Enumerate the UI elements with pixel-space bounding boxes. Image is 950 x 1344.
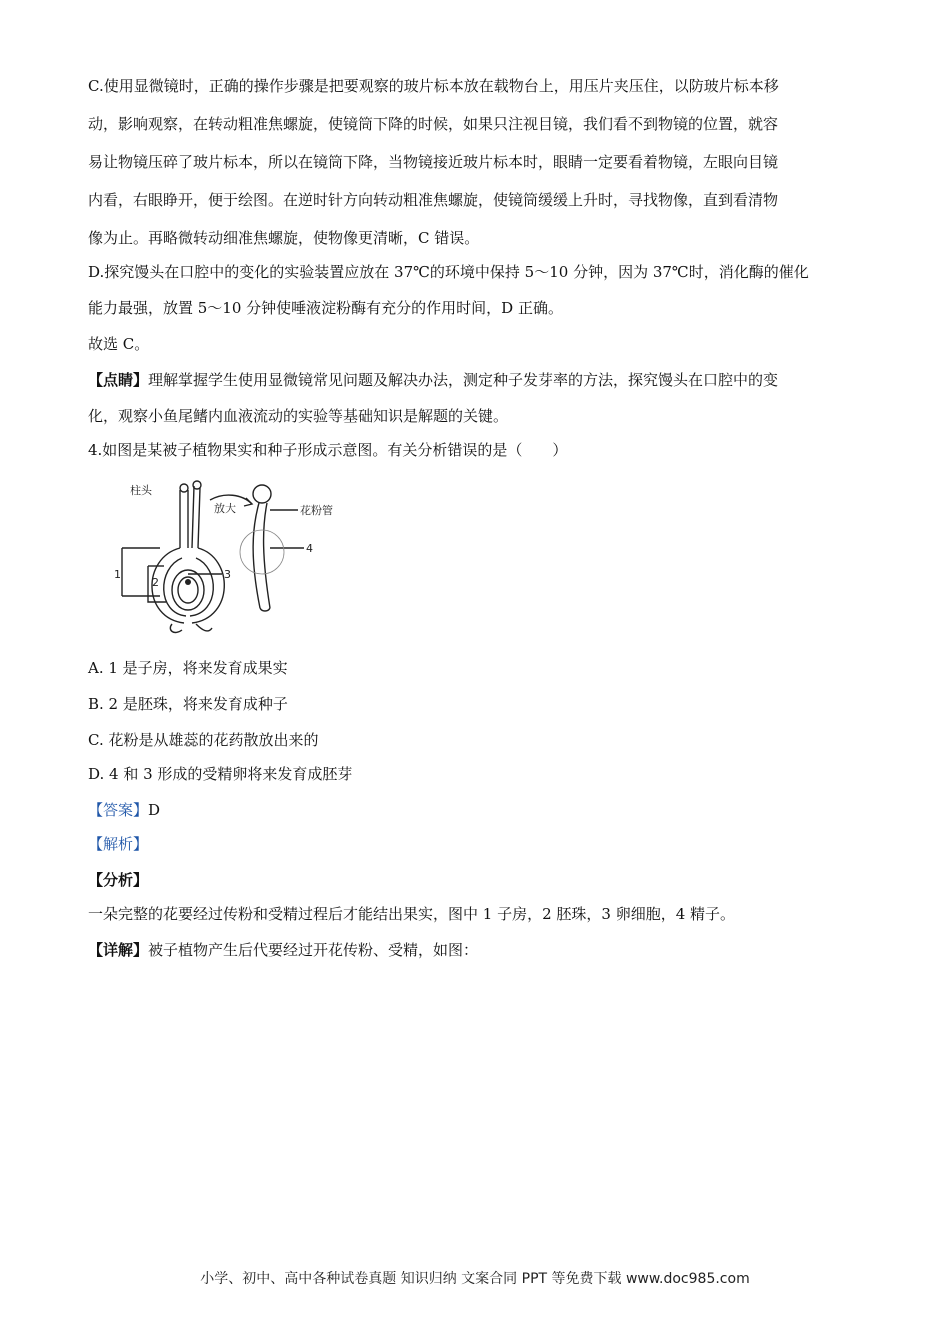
paragraph-c-line-1: C.使用显微镜时，正确的操作步骤是把要观察的玻片标本放在载物台上，用压片夹压住，以防玻片标本移: [88, 77, 779, 95]
answer-value: D: [148, 801, 161, 819]
dianjing-tag: 【点睛】: [88, 371, 149, 389]
fruit-seed-formation-diagram: [112, 478, 362, 638]
paragraph-c-line-4: 内看，右眼睁开，便于绘图。在逆时针方向转动粗准焦螺旋，使镜筒缓缓上升时，寻找物像，直到看清物: [88, 191, 779, 209]
answer-tag: 【答案】: [88, 801, 149, 819]
option-d: D. 4 和 3 形成的受精卵将来发育成胚芽: [88, 765, 353, 783]
egg-cell-dot: [185, 579, 191, 585]
label-pollen-tube: 花粉管: [300, 504, 333, 517]
choice-line: 故选 C。: [88, 335, 150, 353]
label-1: 1: [114, 568, 121, 581]
analysis-tag: 【解析】: [88, 835, 149, 853]
fenxi-tag: 【分析】: [88, 871, 149, 889]
label-2: 2: [152, 576, 159, 589]
detail-tag: 【详解】: [88, 941, 149, 959]
paragraph-d-line-1: D.探究馒头在口腔中的变化的实验装置应放在 37℃的环境中保持 5～10 分钟，因为 37℃时，消化酶的催化: [88, 263, 809, 281]
label-enlarge: 放大: [214, 502, 236, 515]
option-a: A. 1 是子房，将来发育成果实: [88, 659, 288, 677]
detail-text: 被子植物产生后代要经过开花传粉、受精，如图：: [148, 941, 479, 959]
paragraph-c-line-3: 易让物镜压碎了玻片标本，所以在镜筒下降，当物镜接近玻片标本时，眼睛一定要看着物镜，左眼向目镜: [88, 153, 779, 171]
paragraph-c-line-5: 像为止。再略微转动细准焦螺旋，使物像更清晰，C 错误。: [88, 229, 480, 247]
dianjing-line-2: 化，观察小鱼尾鳍内血液流动的实验等基础知识是解题的关键。: [88, 407, 509, 425]
answer-line: [88, 800, 160, 820]
diagram-svg: [112, 478, 362, 638]
paragraph-d-line-2: 能力最强，放置 5～10 分钟使唾液淀粉酶有充分的作用时间，D 正确。: [88, 299, 563, 317]
detail-line: [88, 940, 478, 960]
dianjing-line-1: [88, 370, 778, 390]
magnify-circle: [240, 530, 284, 574]
label-4: 4: [306, 542, 313, 555]
option-c: C. 花粉是从雄蕊的花药散放出来的: [88, 731, 319, 749]
fenxi-text: 一朵完整的花要经过传粉和受精过程后才能结出果实，图中 1 子房，2 胚珠，3 卵细胞，4 精子。: [88, 905, 736, 923]
option-b: B. 2 是胚珠，将来发育成种子: [88, 695, 288, 713]
page-footer: 小学、初中、高中各种试卷真题 知识归纳 文案合同 PPT 等免费下载 www.doc985.com: [200, 1271, 750, 1287]
paragraph-c-line-2: 动，影响观察，在转动粗准焦螺旋，使镜筒下降的时候，如果只注视目镜，我们看不到物镜的位置，就容: [88, 115, 779, 133]
dianjing-text-1: 理解掌握学生使用显微镜常见问题及解决办法，测定种子发芽率的方法，探究馒头在口腔中的变: [148, 371, 779, 389]
label-3: 3: [224, 568, 231, 581]
label-stigma: 柱头: [130, 484, 152, 497]
question-stem: 4.如图是某被子植物果实和种子形成示意图。有关分析错误的是（ ）: [88, 441, 568, 459]
